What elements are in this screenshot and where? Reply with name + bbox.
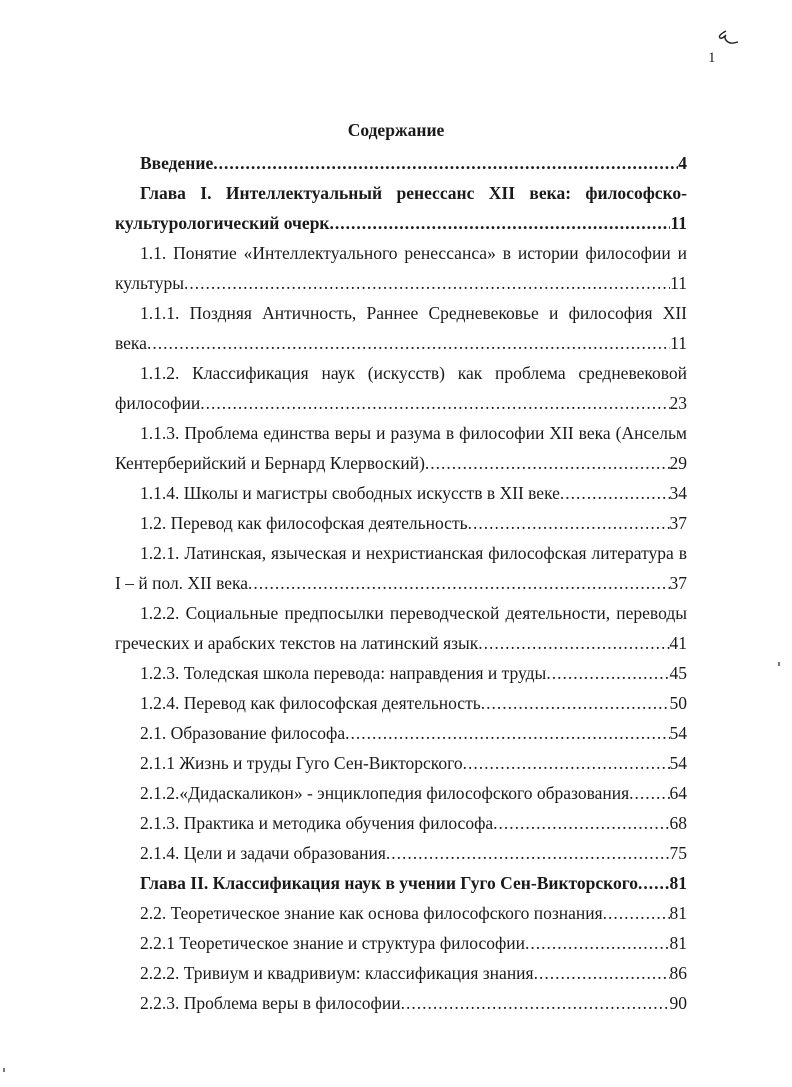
dot-leader — [184, 268, 670, 298]
toc-page-number: 41 — [669, 633, 687, 653]
toc-entry-title: 2.1.2.«Дидаскаликон» - энциклопедия философского образования — [140, 783, 630, 803]
toc-entry-title: культуры — [115, 273, 184, 293]
dot-leader — [629, 778, 669, 808]
toc-entry-title: 2.2. Теоретическое знание как основа философского познания — [140, 903, 603, 923]
dot-leader — [534, 958, 670, 988]
dot-leader — [481, 688, 670, 718]
dot-leader — [425, 448, 670, 478]
toc-entry-title: Введение — [140, 153, 214, 173]
toc-entry — [115, 478, 687, 508]
toc-entry-heading-line: 1.1.1. Поздняя Античность, Раннее Средневековье и философия XII — [140, 303, 687, 323]
handwritten-signature-mark — [714, 27, 750, 49]
toc-entry — [115, 298, 687, 358]
toc-page-number: 86 — [669, 963, 687, 983]
dot-leader — [213, 148, 678, 178]
dot-leader — [200, 388, 669, 418]
toc-entry-heading-line: 1.1.3. Проблема единства веры и разума в философии XII века (Ансельм — [140, 423, 687, 443]
dot-leader — [248, 568, 669, 598]
toc-entry-title: 2.1.1 Жизнь и труды Гуго Сен-Викторского — [140, 753, 463, 773]
toc-page-number: 54 — [669, 753, 687, 773]
toc-page-number: 54 — [669, 723, 687, 743]
toc-entry — [115, 598, 687, 658]
toc-page-number: 4 — [678, 153, 687, 173]
toc-entry — [115, 748, 687, 778]
dot-leader — [401, 988, 670, 1018]
toc-page-number: 11 — [670, 273, 687, 293]
toc-page-number: 11 — [670, 333, 687, 353]
dot-leader — [493, 808, 669, 838]
toc-page-number: 50 — [669, 693, 687, 713]
dot-leader — [525, 928, 669, 958]
toc-entry — [115, 658, 687, 688]
toc-entry-title: 2.1.4. Цели и задачи образования — [140, 843, 386, 863]
page-title: Содержание — [347, 120, 445, 140]
toc-entry-title: 1.2.4. Перевод как философская деятельность — [140, 693, 481, 713]
toc-entry — [115, 418, 687, 478]
scan-speck — [778, 662, 780, 666]
toc-entry-heading-line: 1.2.2. Социальные предпосылки переводческой деятельности, переводы — [140, 603, 687, 623]
toc-entry — [115, 148, 687, 178]
toc-entry — [115, 688, 687, 718]
toc-entry-heading-line: 1.2.1. Латинская, языческая и нехристианская философская литература в — [140, 543, 687, 563]
dot-leader — [468, 508, 670, 538]
toc-entry — [115, 718, 687, 748]
toc-entry-title: 2.2.1 Теоретическое знание и структура философии — [140, 933, 526, 953]
dot-leader — [147, 328, 670, 358]
toc-entry — [115, 778, 687, 808]
scan-speck — [3, 1068, 5, 1072]
toc-page-number: 81 — [669, 933, 687, 953]
toc-entry — [115, 958, 687, 988]
dot-leader — [546, 658, 669, 688]
toc-page-number: 75 — [669, 843, 687, 863]
toc-entry-title: философии — [115, 393, 201, 413]
toc-page-number: 90 — [669, 993, 687, 1013]
dot-leader — [345, 718, 669, 748]
dot-leader — [463, 748, 670, 778]
toc-entry — [115, 508, 687, 538]
toc-entry-title: 2.1. Образование философа — [140, 723, 346, 743]
toc-entry — [115, 928, 687, 958]
toc-entry — [115, 538, 687, 598]
toc-entry — [115, 238, 687, 298]
toc-entry — [115, 358, 687, 418]
toc-entry-title: 1.2.3. Толедская школа перевода: направдения и труды — [140, 663, 547, 683]
toc-page-number: 11 — [670, 213, 687, 233]
toc-page-number: 37 — [669, 573, 687, 593]
toc-entry-title: 1.2. Перевод как философская деятельность — [140, 513, 468, 533]
toc-entry-title: 1.1.4. Школы и магистры свободных искусств в XII веке — [140, 483, 560, 503]
toc-entry-title: Глава II. Классификация наук в учении Гуго Сен-Викторского — [140, 873, 639, 893]
dot-leader — [560, 478, 670, 508]
toc-entry-title: I – й пол. XII века — [115, 573, 249, 593]
dot-leader — [603, 898, 670, 928]
toc-entry — [115, 808, 687, 838]
toc-entry-heading-line: 1.1. Понятие «Интеллектуального ренессанса» в истории философии и — [140, 243, 687, 263]
toc-entry — [115, 868, 687, 898]
toc-page-number: 37 — [669, 513, 687, 533]
toc-entry-title: Кентерберийский и Бернард Клервоский) — [115, 453, 425, 473]
toc-entry-title: 2.2.3. Проблема веры в философии — [140, 993, 401, 1013]
toc-page-number: 68 — [669, 813, 687, 833]
toc-entry — [115, 898, 687, 928]
dot-leader — [330, 208, 671, 238]
toc-page-number: 23 — [669, 393, 687, 413]
table-of-contents — [115, 148, 687, 1018]
toc-entry-heading-line: Глава I. Интеллектуальный ренессанс XII века: философско- — [140, 183, 687, 203]
toc-entry-title: греческих и арабских текстов на латинский язык — [115, 633, 479, 653]
toc-entry-title: 2.2.2. Тривиум и квадривиум: классификация знания — [140, 963, 534, 983]
toc-page-number: 64 — [669, 783, 687, 803]
toc-page-number: 34 — [669, 483, 687, 503]
toc-page-number: 29 — [669, 453, 687, 473]
toc-page-number: 45 — [669, 663, 687, 683]
toc-entry-title: культурологический очерк — [115, 213, 330, 233]
toc-entry — [115, 988, 687, 1018]
toc-entry-title: 2.1.3. Практика и методика обучения философа — [140, 813, 494, 833]
toc-entry-heading-line: 1.1.2. Классификация наук (искусств) как проблема средневековой — [140, 363, 687, 383]
dot-leader — [638, 868, 669, 898]
toc-page-number: 81 — [669, 873, 687, 893]
dot-leader — [478, 628, 669, 658]
dot-leader — [386, 838, 670, 868]
toc-entry-title: века — [115, 333, 147, 353]
toc-entry — [115, 178, 687, 238]
toc-entry — [115, 838, 687, 868]
page-number: 1 — [708, 50, 716, 66]
toc-page-number: 81 — [669, 903, 687, 923]
